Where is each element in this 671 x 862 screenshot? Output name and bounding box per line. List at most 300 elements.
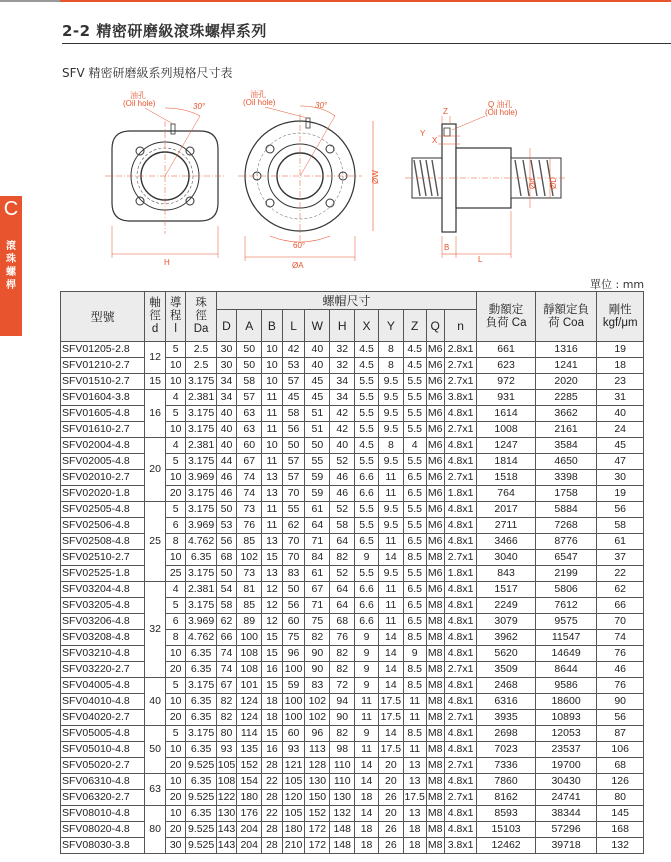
cell-dynamic-load: 2249 (477, 598, 535, 614)
cell-lead: 5 (165, 678, 186, 694)
cell-model: SFV02508-4.8 (61, 534, 145, 550)
cell-shaft-diameter: 63 (145, 774, 166, 806)
cell-l: 210 (282, 838, 305, 854)
cell-l: 105 (282, 774, 305, 790)
cell-d: 82 (216, 710, 237, 726)
cell-ball-diameter: 6.35 (186, 662, 216, 678)
oil-hole-en-label-left: (Oil hole) (123, 99, 156, 108)
cell-w: 83 (305, 678, 330, 694)
cell-model: SFV03204-4.8 (61, 582, 145, 598)
cell-model: SFV08020-4.8 (61, 822, 145, 838)
cell-dynamic-load: 3466 (477, 534, 535, 550)
cell-lead: 20 (165, 822, 186, 838)
cell-rigidity: 68 (597, 758, 644, 774)
cell-b: 10 (262, 374, 283, 390)
cell-z: 8.5 (403, 726, 426, 742)
cell-q: M6 (426, 358, 444, 374)
cell-x: 5.5 (355, 422, 379, 438)
cell-lead: 10 (165, 550, 186, 566)
cell-rigidity: 31 (597, 390, 644, 406)
cell-b: 13 (262, 486, 283, 502)
cell-rigidity: 74 (597, 630, 644, 646)
oil-hole-en-label-mid: (Oil hole) (243, 98, 276, 107)
cell-z: 8.5 (403, 550, 426, 566)
cell-ball-diameter: 3.969 (186, 470, 216, 486)
cell-static-load: 24741 (535, 790, 597, 806)
cell-ball-diameter: 9.525 (186, 838, 216, 854)
cell-q: M8 (426, 694, 444, 710)
cell-lead: 20 (165, 662, 186, 678)
cell-y: 20 (378, 806, 403, 822)
cell-b: 16 (262, 662, 283, 678)
cell-model: SFV02525-1.8 (61, 566, 145, 582)
cell-d: 50 (216, 502, 237, 518)
cell-d: 34 (216, 390, 237, 406)
cell-a: 81 (237, 582, 262, 598)
cell-d: 143 (216, 822, 237, 838)
cell-l: 96 (282, 646, 305, 662)
cell-static-load: 7612 (535, 598, 597, 614)
cell-ball-diameter: 3.175 (186, 678, 216, 694)
cell-model: SFV02010-2.7 (61, 470, 145, 486)
cell-lead: 8 (165, 534, 186, 550)
cell-a: 135 (237, 742, 262, 758)
angle-label-mid: 30° (315, 101, 328, 110)
cell-rigidity: 87 (597, 726, 644, 742)
cell-b: 28 (262, 758, 283, 774)
cell-w: 71 (305, 598, 330, 614)
cell-d: 74 (216, 646, 237, 662)
cell-n: 4.8x1 (444, 694, 476, 710)
header-col-l: L (282, 310, 305, 342)
cell-dynamic-load: 7023 (477, 742, 535, 758)
cell-b: 12 (262, 614, 283, 630)
cell-n: 4.8x1 (444, 438, 476, 454)
cell-rigidity: 45 (597, 438, 644, 454)
cell-z: 13 (403, 758, 426, 774)
cell-q: M8 (426, 678, 444, 694)
cell-x: 5.5 (355, 390, 379, 406)
header-lead-line-3: l (174, 323, 177, 335)
cell-ball-diameter: 2.381 (186, 390, 216, 406)
cell-a: 58 (237, 374, 262, 390)
cell-q: M6 (426, 422, 444, 438)
cell-a: 176 (237, 806, 262, 822)
cell-rigidity: 76 (597, 678, 644, 694)
cell-lead: 30 (165, 838, 186, 854)
cell-static-load: 1758 (535, 486, 597, 502)
cell-w: 59 (305, 486, 330, 502)
cell-z: 11 (403, 694, 426, 710)
cell-rigidity: 30 (597, 470, 644, 486)
cell-x: 18 (355, 822, 379, 838)
cell-d: 40 (216, 422, 237, 438)
cell-model: SFV03206-4.8 (61, 614, 145, 630)
cell-h: 52 (330, 454, 355, 470)
cell-static-load: 2285 (535, 390, 597, 406)
cell-n: 2.7x1 (444, 790, 476, 806)
cell-rigidity: 80 (597, 790, 644, 806)
cell-h: 42 (330, 406, 355, 422)
header-dyn-line-1: 動額定 (488, 303, 524, 316)
cell-n: 4.8x1 (444, 822, 476, 838)
cell-ball-diameter: 9.525 (186, 758, 216, 774)
cell-y: 14 (378, 726, 403, 742)
cell-rigidity: 132 (597, 838, 644, 854)
cell-w: 40 (305, 358, 330, 374)
cell-z: 5.5 (403, 390, 426, 406)
cell-model: SFV02005-4.8 (61, 454, 145, 470)
cell-q: M6 (426, 342, 444, 358)
cell-a: 124 (237, 710, 262, 726)
cell-y: 8 (378, 358, 403, 374)
cell-q: M6 (426, 390, 444, 406)
header-dynamic-load (477, 292, 535, 342)
cell-q: M8 (426, 838, 444, 854)
cell-b: 10 (262, 358, 283, 374)
cell-rigidity: 19 (597, 486, 644, 502)
cell-shaft-diameter: 32 (145, 582, 166, 678)
cell-dynamic-load: 2468 (477, 678, 535, 694)
header-model: 型號 (61, 292, 145, 342)
cell-z: 5.5 (403, 518, 426, 534)
cell-l: 60 (282, 726, 305, 742)
cell-y: 8 (378, 342, 403, 358)
cell-n: 4.8x1 (444, 534, 476, 550)
cell-d: 66 (216, 630, 237, 646)
header-dyn-line-2: 負荷 Ca (485, 316, 527, 329)
cell-b: 13 (262, 534, 283, 550)
cell-y: 11 (378, 598, 403, 614)
cell-static-load: 39718 (535, 838, 597, 854)
cell-b: 18 (262, 710, 283, 726)
cell-rigidity: 76 (597, 646, 644, 662)
cell-rigidity: 106 (597, 742, 644, 758)
cell-q: M8 (426, 662, 444, 678)
cell-a: 204 (237, 838, 262, 854)
cell-y: 14 (378, 550, 403, 566)
header-nut-dimensions: 螺帽尺寸 (216, 292, 477, 310)
cell-static-load: 2199 (535, 566, 597, 582)
cell-q: M6 (426, 502, 444, 518)
cell-ball-diameter: 3.175 (186, 726, 216, 742)
cell-dynamic-load: 7860 (477, 774, 535, 790)
cell-z: 5.5 (403, 406, 426, 422)
cell-a: 85 (237, 534, 262, 550)
cell-w: 61 (305, 566, 330, 582)
cell-lead: 10 (165, 470, 186, 486)
oil-hole-label-mid: 油孔 (250, 90, 266, 99)
cell-shaft-diameter: 20 (145, 438, 166, 502)
cell-l: 105 (282, 806, 305, 822)
cell-n: 4.8x1 (444, 454, 476, 470)
cell-q: M8 (426, 646, 444, 662)
cell-shaft-diameter: 40 (145, 678, 166, 726)
header-stat-line-2: 荷 Coa (548, 316, 584, 329)
cell-y: 9.5 (378, 374, 403, 390)
cell-n: 2.7x1 (444, 550, 476, 566)
spec-table (60, 291, 644, 854)
cell-x: 9 (355, 678, 379, 694)
table-row (61, 678, 644, 694)
cell-h: 64 (330, 582, 355, 598)
cell-y: 11 (378, 614, 403, 630)
cell-dynamic-load: 3079 (477, 614, 535, 630)
cell-b: 15 (262, 550, 283, 566)
cell-h: 58 (330, 518, 355, 534)
cell-y: 9.5 (378, 454, 403, 470)
oil-hole-label-right: Q 油孔 (488, 100, 513, 109)
cell-z: 6.5 (403, 470, 426, 486)
cell-model: SFV03210-4.8 (61, 646, 145, 662)
cell-h: 90 (330, 710, 355, 726)
header-static-load (535, 292, 597, 342)
cell-a: 108 (237, 646, 262, 662)
cell-w: 51 (305, 406, 330, 422)
cell-x: 5.5 (355, 502, 379, 518)
cell-h: 82 (330, 662, 355, 678)
cell-n: 4.8x1 (444, 742, 476, 758)
cell-static-load: 8644 (535, 662, 597, 678)
cell-rigidity: 61 (597, 534, 644, 550)
cell-l: 59 (282, 678, 305, 694)
cell-dynamic-load: 2711 (477, 518, 535, 534)
cell-l: 58 (282, 406, 305, 422)
cell-a: 73 (237, 502, 262, 518)
cell-a: 76 (237, 518, 262, 534)
cell-q: M6 (426, 518, 444, 534)
cell-b: 10 (262, 342, 283, 358)
cell-lead: 10 (165, 374, 186, 390)
cell-z: 17.5 (403, 790, 426, 806)
cell-d: 30 (216, 342, 237, 358)
cell-b: 11 (262, 422, 283, 438)
cell-d: 56 (216, 534, 237, 550)
dim-label-l: L (478, 255, 483, 264)
cell-q: M8 (426, 822, 444, 838)
cell-rigidity: 90 (597, 694, 644, 710)
cell-ball-diameter: 4.762 (186, 534, 216, 550)
cell-rigidity: 24 (597, 422, 644, 438)
header-col-y: Y (378, 310, 403, 342)
cell-x: 18 (355, 838, 379, 854)
cell-h: 94 (330, 694, 355, 710)
cell-n: 4.8x1 (444, 678, 476, 694)
cell-w: 59 (305, 470, 330, 486)
cell-a: 50 (237, 342, 262, 358)
cell-h: 32 (330, 342, 355, 358)
cell-b: 13 (262, 566, 283, 582)
angle-label-left: 30° (193, 102, 206, 111)
cell-rigidity: 47 (597, 454, 644, 470)
cell-z: 6.5 (403, 486, 426, 502)
cell-model: SFV06320-2.7 (61, 790, 145, 806)
cell-lead: 10 (165, 806, 186, 822)
cell-d: 122 (216, 790, 237, 806)
cell-d: 93 (216, 742, 237, 758)
cell-a: 63 (237, 422, 262, 438)
cell-x: 6.6 (355, 486, 379, 502)
cell-y: 20 (378, 774, 403, 790)
cell-y: 11 (378, 470, 403, 486)
cell-static-load: 7268 (535, 518, 597, 534)
cell-ball-diameter: 3.175 (186, 502, 216, 518)
cell-model: SFV01510-2.7 (61, 374, 145, 390)
cell-w: 152 (305, 806, 330, 822)
cell-n: 4.8x1 (444, 502, 476, 518)
cell-h: 68 (330, 614, 355, 630)
cell-ball-diameter: 6.35 (186, 742, 216, 758)
cell-n: 2.7x1 (444, 470, 476, 486)
cell-b: 13 (262, 470, 283, 486)
cell-b: 28 (262, 790, 283, 806)
cell-h: 82 (330, 550, 355, 566)
dim-label-h: H (164, 258, 170, 267)
cell-h: 42 (330, 422, 355, 438)
cell-a: 102 (237, 550, 262, 566)
cell-static-load: 1241 (535, 358, 597, 374)
cell-l: 70 (282, 550, 305, 566)
cell-model: SFV03205-4.8 (61, 598, 145, 614)
cell-z: 6.5 (403, 534, 426, 550)
cell-rigidity: 62 (597, 582, 644, 598)
cell-q: M6 (426, 534, 444, 550)
cell-lead: 5 (165, 342, 186, 358)
cell-x: 14 (355, 806, 379, 822)
cell-rigidity: 126 (597, 774, 644, 790)
cell-z: 8.5 (403, 662, 426, 678)
cell-d: 44 (216, 454, 237, 470)
section-title: 2-2 精密研磨級滾珠螺桿系列 (62, 22, 267, 40)
cell-shaft-diameter: 15 (145, 374, 166, 390)
cell-w: 45 (305, 374, 330, 390)
cell-x: 11 (355, 694, 379, 710)
cell-model: SFV08030-3.8 (61, 838, 145, 854)
cell-x: 9 (355, 662, 379, 678)
table-row (61, 502, 644, 518)
cell-w: 71 (305, 534, 330, 550)
cell-model: SFV02506-4.8 (61, 518, 145, 534)
cell-q: M8 (426, 774, 444, 790)
angle-label-60: 60° (293, 241, 306, 250)
cell-y: 26 (378, 790, 403, 806)
cell-w: 102 (305, 694, 330, 710)
cell-b: 16 (262, 742, 283, 758)
cell-a: 100 (237, 630, 262, 646)
cell-a: 60 (237, 438, 262, 454)
cell-h: 110 (330, 758, 355, 774)
cell-static-load: 6547 (535, 550, 597, 566)
cell-rigidity: 58 (597, 518, 644, 534)
dim-label-d-large: ØD (549, 177, 558, 189)
cell-l: 70 (282, 534, 305, 550)
cell-w: 172 (305, 822, 330, 838)
cell-a: 67 (237, 454, 262, 470)
cell-lead: 10 (165, 358, 186, 374)
cell-y: 26 (378, 822, 403, 838)
cell-dynamic-load: 3962 (477, 630, 535, 646)
cell-a: 180 (237, 790, 262, 806)
cell-a: 204 (237, 822, 262, 838)
cell-ball-diameter: 4.762 (186, 630, 216, 646)
cell-y: 11 (378, 582, 403, 598)
cell-dynamic-load: 1517 (477, 582, 535, 598)
cell-n: 3.8x1 (444, 390, 476, 406)
cell-d: 80 (216, 726, 237, 742)
cell-dynamic-load: 764 (477, 486, 535, 502)
header-col-a: A (237, 310, 262, 342)
cell-d: 143 (216, 838, 237, 854)
cell-x: 6.6 (355, 598, 379, 614)
cell-y: 26 (378, 838, 403, 854)
cell-q: M6 (426, 582, 444, 598)
cell-x: 5.5 (355, 518, 379, 534)
cell-n: 2.7x1 (444, 758, 476, 774)
cell-z: 4.5 (403, 342, 426, 358)
cell-static-load: 3398 (535, 470, 597, 486)
cell-l: 100 (282, 662, 305, 678)
cell-d: 30 (216, 358, 237, 374)
cell-lead: 6 (165, 614, 186, 630)
cell-w: 172 (305, 838, 330, 854)
cell-h: 110 (330, 774, 355, 790)
cell-b: 22 (262, 774, 283, 790)
oil-hole-label-left: 油孔 (130, 91, 146, 100)
cell-static-load: 1316 (535, 342, 597, 358)
header-shaft-line-2: 徑 (149, 310, 161, 322)
cell-b: 12 (262, 598, 283, 614)
cell-h: 52 (330, 566, 355, 582)
cell-d: 62 (216, 614, 237, 630)
cell-n: 3.8x1 (444, 838, 476, 854)
header-shaft-line-3: d (151, 323, 159, 335)
cell-x: 5.5 (355, 566, 379, 582)
cell-static-load: 5806 (535, 582, 597, 598)
cell-d: 40 (216, 438, 237, 454)
header-shaft-diameter (145, 292, 166, 342)
cell-lead: 10 (165, 774, 186, 790)
cell-dynamic-load: 8162 (477, 790, 535, 806)
header-col-b: B (262, 310, 283, 342)
cell-n: 2.8x1 (444, 342, 476, 358)
cell-b: 22 (262, 806, 283, 822)
cell-model: SFV02510-2.7 (61, 550, 145, 566)
cell-l: 120 (282, 790, 305, 806)
cell-n: 2.7x1 (444, 662, 476, 678)
cell-y: 14 (378, 662, 403, 678)
cell-h: 34 (330, 390, 355, 406)
cell-ball-diameter: 3.175 (186, 566, 216, 582)
cell-l: 56 (282, 598, 305, 614)
cell-model: SFV05020-2.7 (61, 758, 145, 774)
cell-l: 60 (282, 614, 305, 630)
header-ball-line-2: 徑 (195, 310, 207, 322)
cell-a: 63 (237, 406, 262, 422)
cell-y: 8 (378, 438, 403, 454)
cell-q: M8 (426, 630, 444, 646)
cell-n: 1.8x1 (444, 486, 476, 502)
cell-w: 61 (305, 502, 330, 518)
cell-h: 40 (330, 438, 355, 454)
cell-q: M6 (426, 454, 444, 470)
table-subtitle: SFV 精密研磨級系列規格尺寸表 (62, 66, 233, 80)
cell-dynamic-load: 8593 (477, 806, 535, 822)
cell-h: 148 (330, 822, 355, 838)
cell-a: 73 (237, 566, 262, 582)
cell-y: 9.5 (378, 566, 403, 582)
cell-d: 74 (216, 662, 237, 678)
cell-w: 40 (305, 342, 330, 358)
